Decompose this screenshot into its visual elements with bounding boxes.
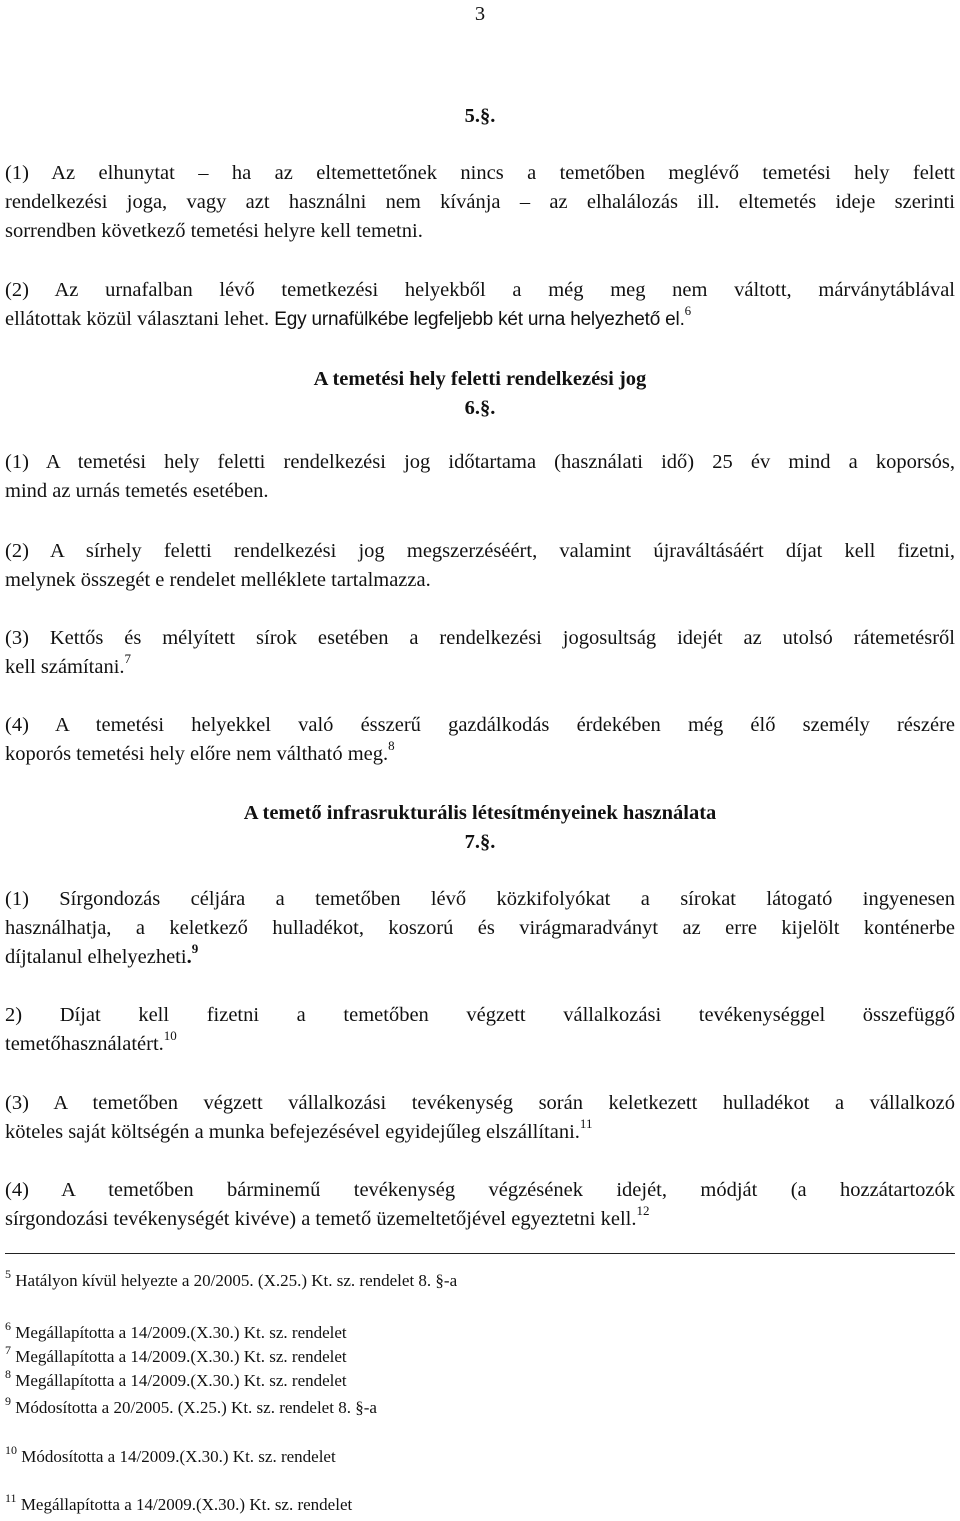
footnote-text: Megállapította a 14/2009.(X.30.) Kt. sz. rendelet [15,1371,347,1390]
text-fragment: kell számítani. [5,656,125,678]
section-7-heading: 7.§. [464,831,496,853]
footnote-text: Módosította a 14/2009.(X.30.) Kt. sz. rendelet [17,1447,336,1466]
text-fragment: Egy urnafülkébe legfeljebb két urna helyezhető el. [274,309,685,330]
section-6-paragraph-1 [5,448,955,506]
text-line: (3) A temetőben végzett vállalkozási tevékenység során keletkezett hulladékot a vállalkozó [5,1092,955,1114]
footnote-number: 6 [5,1319,11,1334]
text-line: (2) A sírhely feletti rendelkezési jog megszerzéséért, valamint újraváltásáért díjat kell fizetni, [5,540,955,562]
text-line: (4) A temetőben bárminemű tevékenység végzésének idejét, módját (a hozzátartozók [5,1179,955,1201]
text-fragment: díjtalanul elhelyezheti [5,946,187,968]
section-7-paragraph-3 [5,1089,955,1147]
section-7-paragraph-2 [5,1001,955,1059]
footnote-ref: 10 [163,1028,177,1044]
text-line: (1) Sírgondozás céljára a temetőben lévő közkifolyókat a sírokat látogató ingyenesen [5,888,955,910]
footnote [5,1267,458,1292]
text-fragment: köteles saját költségén a munka befejezésével egyidejűleg elszállítani. [5,1121,580,1143]
footnote-text: Megállapította a 14/2009.(X.30.) Kt. sz. rendelet [16,1495,353,1514]
section-5-paragraph-1 [5,159,955,246]
text-fragment: sírgondozási tevékenységét kivéve) a temető üzemeltetőjével egyeztetni kell. [5,1208,637,1230]
footnote [5,1367,347,1392]
text-line [5,740,955,769]
text-fragment: koporós temetési hely előre nem váltható meg. [5,743,389,765]
footnote-number: 11 [5,1491,17,1506]
footnote-ref: 6 [684,303,692,319]
footnote [5,1443,336,1468]
footnote-ref: 8 [388,738,395,754]
section-5-paragraph-2 [5,276,955,334]
text-line: (1) A temetési hely feletti rendelkezési jog időtartama (használati idő) 25 év mind a koporsós, [5,451,955,473]
text-line [5,653,955,682]
footnote-number: 5 [5,1267,11,1282]
footnote-number: 8 [5,1367,11,1382]
footnote [5,1319,347,1344]
section-6-paragraph-3 [5,624,955,682]
footnote-text: Hatályon kívül helyezte a 20/2005. (X.25.) Kt. sz. rendelet 8. §-a [15,1271,458,1290]
page-number: 3 [474,3,486,25]
footnote-text: Megállapította a 14/2009.(X.30.) Kt. sz. rendelet [15,1347,347,1366]
section-7-paragraph-4 [5,1176,955,1234]
text-line: (3) Kettős és mélyített sírok esetében a rendelkezési jogosultság idejét az utolsó rátemetésről [5,627,955,649]
footnote-text: Módosította a 20/2005. (X.25.) Kt. sz. rendelet 8. §-a [11,1398,377,1417]
footnote-separator [5,1253,955,1254]
text-line: (1) Az elhunytat – ha az eltemettetőnek nincs a temetőben meglévő temetési hely felett [5,162,955,184]
footnote-number: 7 [5,1343,11,1358]
section-7-title: A temető infrasrukturális létesítményeinek használata [243,802,717,824]
footnote-text: Megállapította a 14/2009.(X.30.) Kt. sz. rendelet [15,1323,347,1342]
footnote-ref: 12 [636,1203,650,1219]
text-line [5,943,955,972]
text-line: (4) A temetési helyekkel való ésszerű gazdálkodás érdekében még élő személy részére [5,714,955,736]
section-5-heading: 5.§. [464,105,496,127]
text-fragment: ellátottak közül választani lehet. [5,308,270,330]
section-7-paragraph-1 [5,885,955,972]
footnote [5,1491,353,1516]
footnote-number: 9 [5,1394,11,1409]
text-line: 2) Díjat kell fizetni a temetőben végzett vállalkozási tevékenységgel összefüggő [5,1004,955,1026]
footnote-ref: 7 [124,651,132,667]
text-line: rendelkezési joga, vagy azt használni nem kívánja – az elhalálozás ill. eltemetés ideje szerinti [5,191,955,213]
footnote-ref: 9 [191,941,199,957]
text-fragment: temetőhasználatért. [5,1033,164,1055]
footnote-number: 10 [5,1443,17,1458]
text-line: használhatja, a keletkező hulladékot, koszorú és virágmaradványt az erre kijelölt konténerbe [5,917,955,939]
text-line: melynek összegét e rendelet melléklete tartalmazza. [5,569,431,591]
section-6-paragraph-4 [5,711,955,769]
footnote [5,1394,377,1419]
footnote-ref: 11 [579,1116,593,1132]
text-line: mind az urnás temetés esetében. [5,480,269,502]
section-6-heading: 6.§. [464,397,496,419]
text-line [5,305,955,334]
text-line: (2) Az urnafalban lévő temetkezési helyekből a még meg nem váltott, márványtáblával [5,279,955,301]
text-line: sorrendben következő temetési helyre kell temetni. [5,220,423,242]
text-line [5,1118,955,1147]
text-line [5,1205,955,1234]
footnote [5,1343,347,1368]
section-6-title: A temetési hely feletti rendelkezési jog [313,368,647,390]
text-line [5,1030,955,1059]
section-6-paragraph-2 [5,537,955,595]
text-fragment: . [186,946,192,968]
